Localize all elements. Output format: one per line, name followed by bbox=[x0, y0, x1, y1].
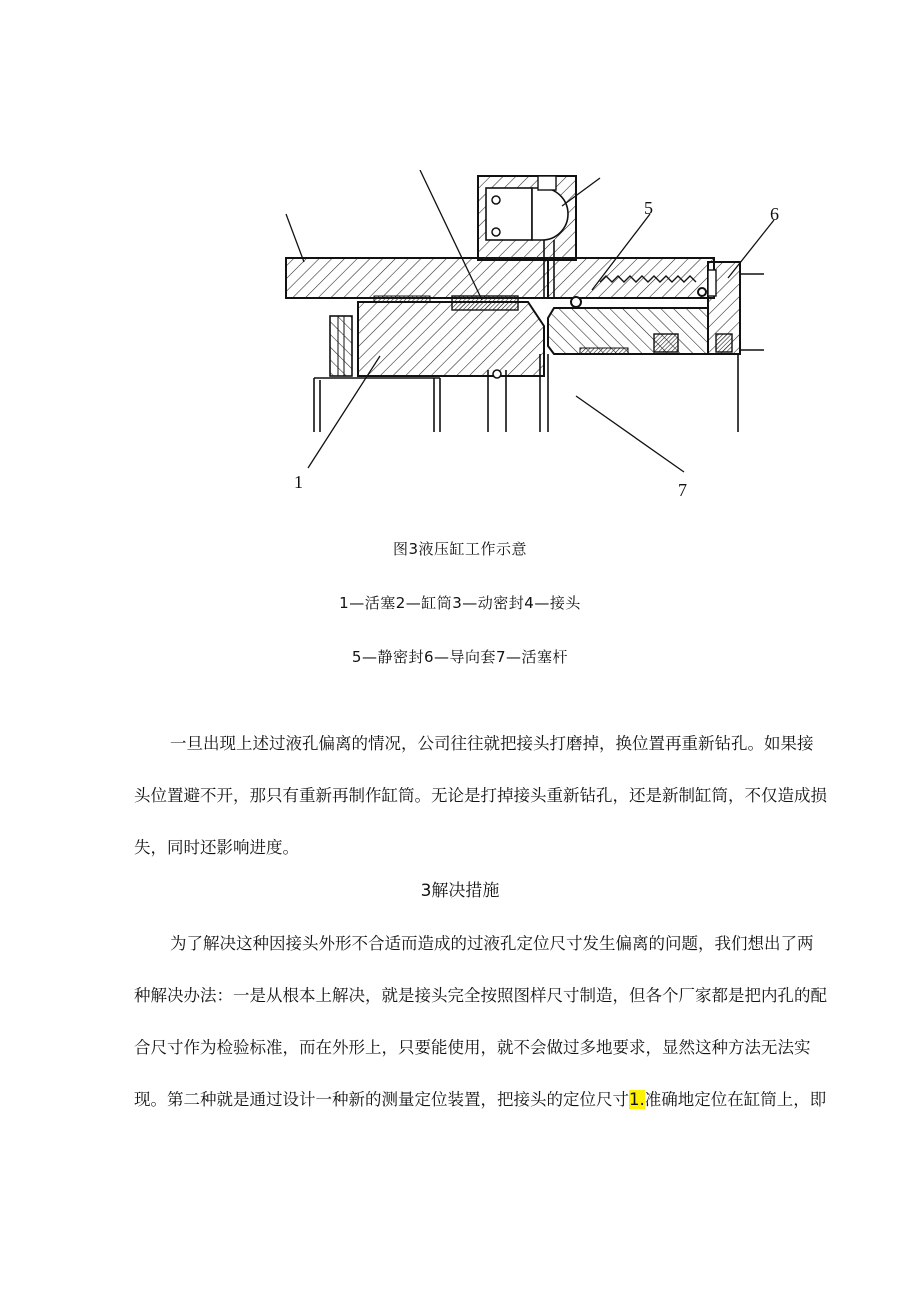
line-4-text-start: 现。第二种就是通过设计一种新的测量定位装置，把接头的定位尺寸 bbox=[134, 1090, 629, 1109]
figure-label-5: 5 bbox=[644, 198, 653, 218]
paragraph-1-line-2: 头位置避不开，那只有重新再制作缸筒。无论是打掉接头重新钻孔，还是新制缸筒，不仅造成损 bbox=[134, 786, 827, 805]
figure-legend-line-1: 1—活塞2—缸筒3—动密封4—接头 bbox=[339, 594, 581, 612]
figure-label-7: 7 bbox=[678, 480, 687, 500]
paragraph-2-line-3: 合尺寸作为检验标准，而在外形上，只要能使用，就不会做过多地要求，显然这种方法无法实 bbox=[134, 1038, 811, 1057]
paragraph-2-line-1: 为了解决这种因接头外形不合适而造成的过液孔定位尺寸发生偏离的问题，我们想出了两 bbox=[170, 934, 814, 953]
paragraph-1-line-3: 失，同时还影响进度。 bbox=[134, 838, 299, 857]
figure-title: 图3液压缸工作示意 bbox=[392, 540, 528, 558]
highlighted-text: 1. bbox=[629, 1090, 645, 1109]
piston-shape bbox=[330, 296, 544, 376]
figure-legend-line-2: 5—静密封6—导向套7—活塞杆 bbox=[351, 648, 569, 666]
line-4-text-end: 准确地定位在缸筒上，即 bbox=[644, 1090, 827, 1109]
cylinder-barrel-shape bbox=[286, 258, 714, 298]
paragraph-2 bbox=[134, 918, 827, 1126]
paragraph-1 bbox=[134, 718, 827, 874]
paragraph-2-line-4 bbox=[134, 1074, 827, 1126]
figure-label-1: 1 bbox=[294, 472, 303, 492]
hydraulic-cylinder-figure bbox=[280, 170, 800, 510]
section-heading: 3解决措施 bbox=[420, 881, 500, 901]
figure-label-6: 6 bbox=[770, 204, 779, 224]
paragraph-2-line-2: 种解决办法：一是从根本上解决，就是接头完全按照图样尺寸制造，但各个厂家都是把内孔的配 bbox=[134, 986, 827, 1005]
paragraph-1-line-1: 一旦出现上述过液孔偏离的情况，公司往往就把接头打磨掉，换位置再重新钻孔。如果接 bbox=[170, 734, 814, 753]
